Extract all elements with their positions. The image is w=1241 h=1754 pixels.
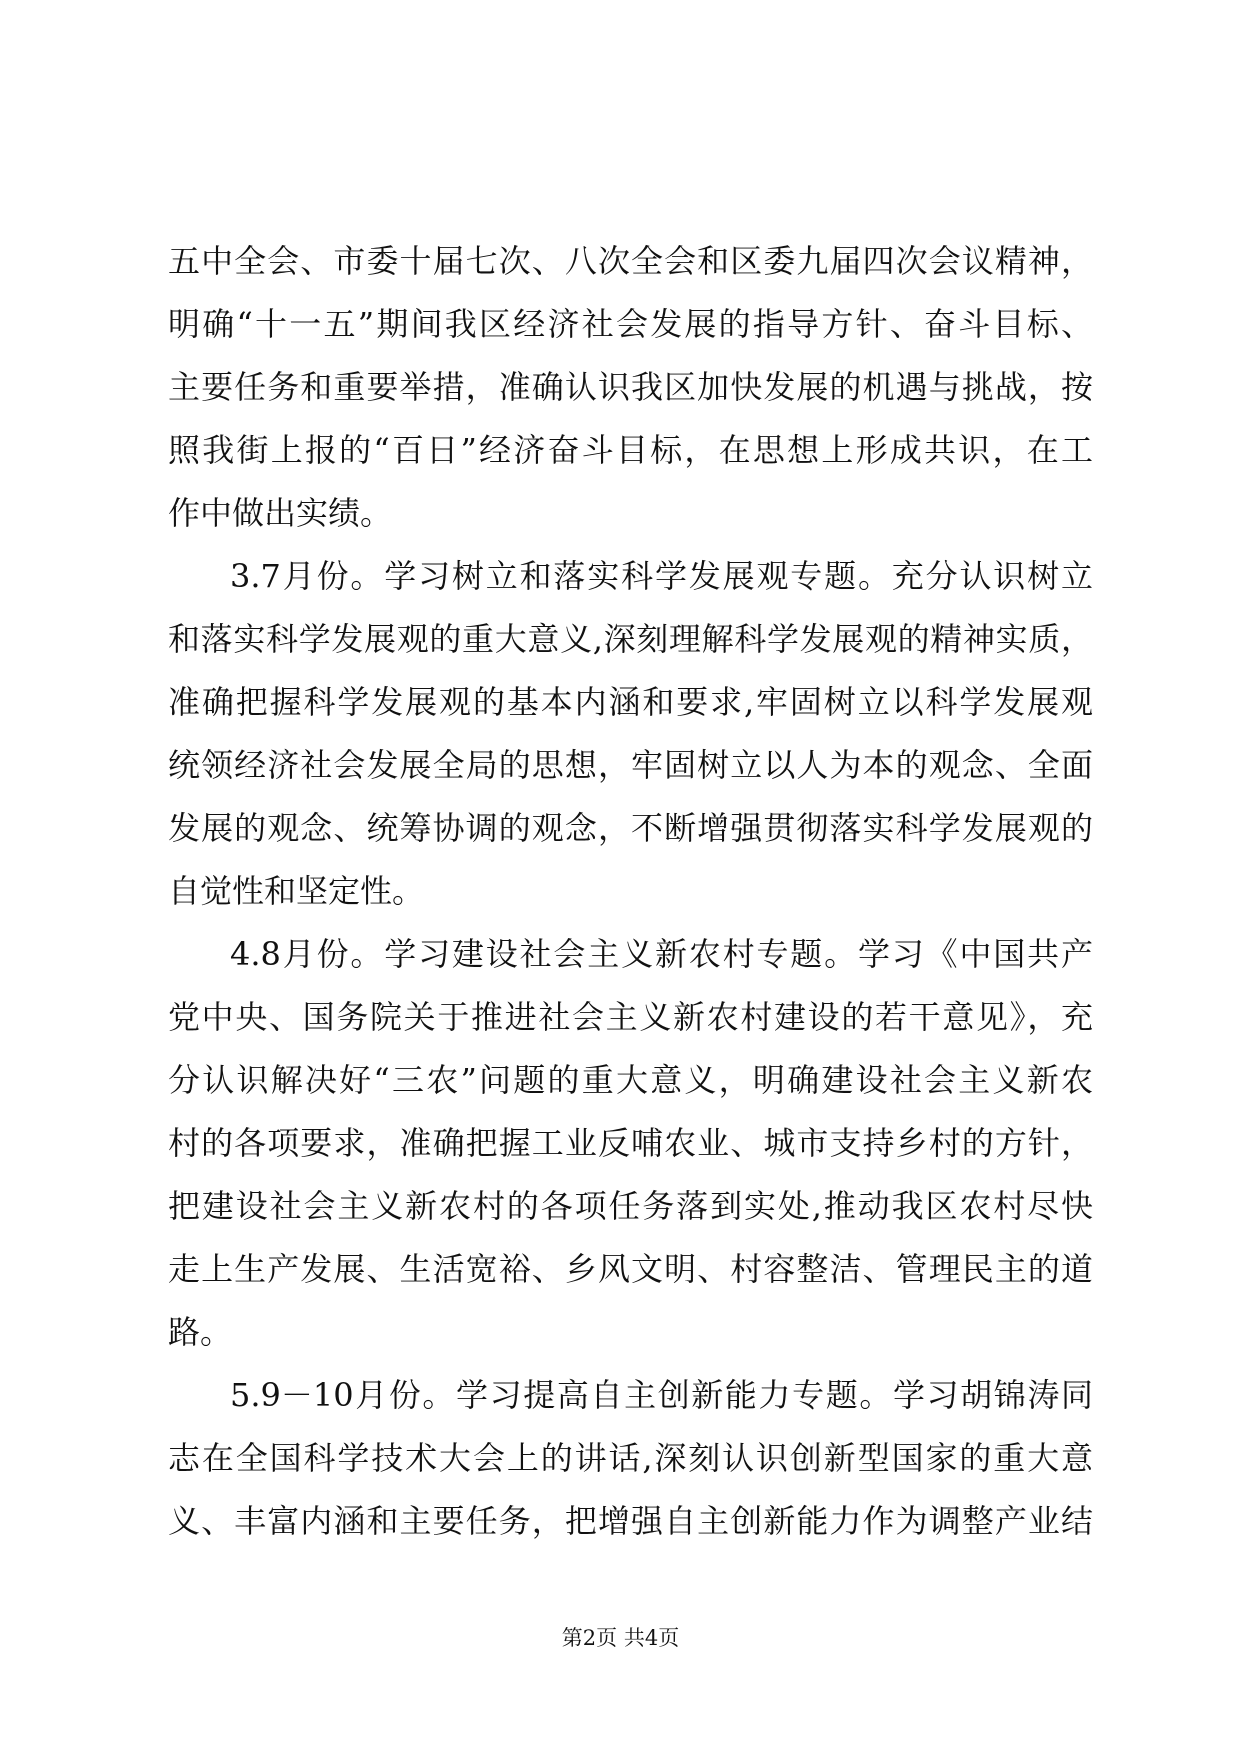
paragraph — [168, 923, 1093, 1364]
text-line: 4.8月份。学习建设社会主义新农村专题。学习《中国共产 — [230, 935, 1093, 973]
text-line: 分认识解决好“三农”问题的重大意义，明确建设社会主义新农 — [168, 1061, 1093, 1099]
text-line: 统领经济社会发展全局的思想，牢固树立以人为本的观念、全面 — [168, 746, 1093, 784]
text-line: 义、丰富内涵和主要任务，把增强自主创新能力作为调整产业结 — [168, 1502, 1093, 1540]
text-line: 村的各项要求，准确把握工业反哺农业、城市支持乡村的方针， — [168, 1124, 1093, 1162]
text-line: 党中央、国务院关于推进社会主义新农村建设的若干意见》，充 — [168, 998, 1093, 1036]
text-line: 志在全国科学技术大会上的讲话,深刻认识创新型国家的重大意 — [168, 1439, 1093, 1477]
text-line: 走上生产发展、生活宽裕、乡风文明、村容整洁、管理民主的道 — [168, 1250, 1093, 1288]
text-line: 3.7月份。学习树立和落实科学发展观专题。充分认识树立 — [230, 557, 1093, 595]
paragraph — [168, 1364, 1093, 1553]
text-line: 和落实科学发展观的重大意义,深刻理解科学发展观的精神实质， — [168, 620, 1093, 658]
text-line: 把建设社会主义新农村的各项任务落到实处,推动我区农村尽快 — [168, 1187, 1093, 1225]
text-line: 五中全会、市委十届七次、八次全会和区委九届四次会议精神， — [168, 242, 1093, 280]
paragraph — [168, 545, 1093, 923]
document-body — [168, 230, 1093, 1553]
text-line: 发展的观念、统筹协调的观念，不断增强贯彻落实科学发展观的 — [168, 809, 1093, 847]
paragraph — [168, 230, 1093, 545]
text-line: 5.9－10月份。学习提高自主创新能力专题。学习胡锦涛同 — [230, 1376, 1093, 1414]
text-line: 明确“十一五”期间我区经济社会发展的指导方针、奋斗目标、 — [168, 305, 1093, 343]
text-line: 路。 — [168, 1313, 233, 1351]
text-line: 自觉性和坚定性。 — [168, 872, 425, 910]
text-line: 准确把握科学发展观的基本内涵和要求,牢固树立以科学发展观 — [168, 683, 1093, 721]
text-line: 主要任务和重要举措，准确认识我区加快发展的机遇与挑战，按 — [168, 368, 1093, 406]
text-line: 照我街上报的“百日”经济奋斗目标，在思想上形成共识，在工 — [168, 431, 1093, 469]
page-footer: 第2页 共4页 — [561, 1626, 680, 1650]
text-line: 作中做出实绩。 — [168, 494, 393, 532]
